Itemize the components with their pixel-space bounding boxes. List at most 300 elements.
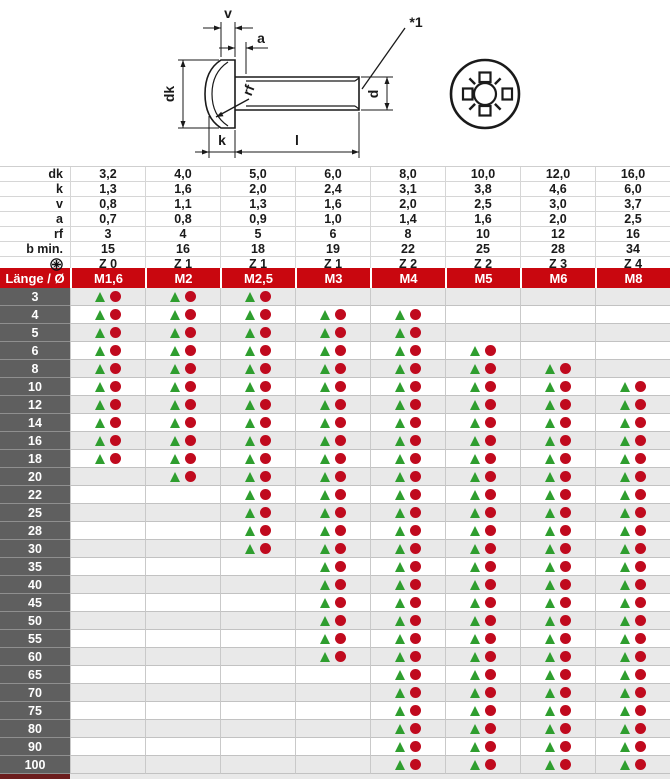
triangle-marker xyxy=(395,508,405,518)
spec-value-cell: 22 xyxy=(370,242,445,256)
availability-cell xyxy=(145,522,220,540)
circle-marker xyxy=(335,309,346,320)
column-header: M2 xyxy=(145,268,220,288)
availability-cell xyxy=(520,378,595,396)
availability-cell xyxy=(445,702,520,720)
table-row xyxy=(0,342,670,360)
circle-marker xyxy=(560,579,571,590)
triangle-marker xyxy=(395,760,405,770)
circle-marker xyxy=(110,363,121,374)
length-cell: 16 xyxy=(0,432,70,450)
availability-cell xyxy=(220,306,295,324)
circle-marker xyxy=(635,633,646,644)
column-header: M5 xyxy=(445,268,520,288)
table-row xyxy=(0,630,670,648)
availability-cell xyxy=(70,648,145,666)
availability-cell xyxy=(145,342,220,360)
availability-cell xyxy=(520,432,595,450)
circle-marker xyxy=(335,597,346,608)
availability-cell xyxy=(70,360,145,378)
circle-marker xyxy=(410,543,421,554)
availability-cell xyxy=(295,648,370,666)
triangle-marker xyxy=(620,382,630,392)
circle-marker xyxy=(185,471,196,482)
availability-cell xyxy=(145,360,220,378)
availability-cell xyxy=(445,414,520,432)
length-cell: 45 xyxy=(0,594,70,612)
spec-row xyxy=(0,197,670,212)
availability-cell xyxy=(70,720,145,738)
availability-cell xyxy=(295,396,370,414)
length-cell: 65 xyxy=(0,666,70,684)
availability-cell xyxy=(370,432,445,450)
availability-cell xyxy=(145,756,220,774)
availability-cell xyxy=(220,630,295,648)
circle-marker xyxy=(485,597,496,608)
triangle-marker xyxy=(470,598,480,608)
availability-cell xyxy=(220,576,295,594)
circle-marker xyxy=(635,489,646,500)
spec-value-cell: 1,3 xyxy=(70,182,145,196)
circle-marker xyxy=(335,471,346,482)
availability-cell xyxy=(295,738,370,756)
availability-cell xyxy=(370,756,445,774)
triangle-marker xyxy=(395,742,405,752)
triangle-marker xyxy=(95,328,105,338)
availability-cell xyxy=(520,666,595,684)
circle-marker xyxy=(185,399,196,410)
table-row xyxy=(0,666,670,684)
triangle-marker xyxy=(395,490,405,500)
availability-cell xyxy=(445,648,520,666)
availability-cell xyxy=(70,576,145,594)
triangle-marker xyxy=(245,526,255,536)
triangle-marker xyxy=(395,382,405,392)
triangle-marker xyxy=(320,598,330,608)
availability-cell xyxy=(370,630,445,648)
spec-value-cell: Z 2 xyxy=(370,257,445,271)
availability-cell xyxy=(295,324,370,342)
triangle-marker xyxy=(395,616,405,626)
availability-cell xyxy=(595,450,670,468)
length-cell: 3 xyxy=(0,288,70,306)
circle-marker xyxy=(335,525,346,536)
triangle-marker xyxy=(170,400,180,410)
spec-value-cell: 3,1 xyxy=(370,182,445,196)
circle-marker xyxy=(335,417,346,428)
footnote-label: *1 xyxy=(409,14,423,30)
availability-cell xyxy=(220,702,295,720)
table-row xyxy=(0,594,670,612)
availability-cell xyxy=(520,630,595,648)
availability-cell xyxy=(70,522,145,540)
availability-cell xyxy=(520,684,595,702)
circle-marker xyxy=(410,435,421,446)
triangle-marker xyxy=(395,346,405,356)
availability-cell xyxy=(70,486,145,504)
circle-marker xyxy=(560,723,571,734)
triangle-marker xyxy=(245,472,255,482)
circle-marker xyxy=(185,345,196,356)
availability-cell xyxy=(445,360,520,378)
spec-value-cell: 6,0 xyxy=(295,167,370,181)
availability-cell xyxy=(220,522,295,540)
availability-cell xyxy=(370,288,445,306)
table-row xyxy=(0,648,670,666)
circle-marker xyxy=(635,579,646,590)
availability-cell xyxy=(70,756,145,774)
availability-cell xyxy=(445,612,520,630)
availability-cell xyxy=(220,720,295,738)
circle-marker xyxy=(335,453,346,464)
circle-marker xyxy=(410,687,421,698)
table-row xyxy=(0,414,670,432)
availability-cell xyxy=(520,468,595,486)
circle-marker xyxy=(410,741,421,752)
triangle-marker xyxy=(170,454,180,464)
availability-cell xyxy=(70,324,145,342)
circle-marker xyxy=(335,615,346,626)
availability-cell xyxy=(70,504,145,522)
triangle-marker xyxy=(620,670,630,680)
spec-value-cell: 12,0 xyxy=(520,167,595,181)
triangle-marker xyxy=(395,418,405,428)
availability-cell xyxy=(295,756,370,774)
circle-marker xyxy=(635,723,646,734)
availability-cell xyxy=(595,540,670,558)
triangle-marker xyxy=(395,436,405,446)
circle-marker xyxy=(110,327,121,338)
triangle-marker xyxy=(395,598,405,608)
availability-cell xyxy=(295,360,370,378)
availability-cell xyxy=(70,342,145,360)
circle-marker xyxy=(335,381,346,392)
triangle-marker xyxy=(620,418,630,428)
circle-marker xyxy=(560,741,571,752)
circle-marker xyxy=(485,453,496,464)
availability-cell xyxy=(370,576,445,594)
circle-marker xyxy=(485,417,496,428)
circle-marker xyxy=(335,561,346,572)
circle-marker xyxy=(635,381,646,392)
availability-cell xyxy=(70,306,145,324)
triangle-marker xyxy=(395,688,405,698)
triangle-marker xyxy=(470,472,480,482)
availability-cell xyxy=(520,576,595,594)
triangle-marker xyxy=(170,382,180,392)
triangle-marker xyxy=(545,760,555,770)
triangle-marker xyxy=(320,328,330,338)
availability-cell xyxy=(145,486,220,504)
availability-cell xyxy=(295,558,370,576)
circle-marker xyxy=(335,345,346,356)
spec-table xyxy=(0,166,670,271)
spec-value-cell: 2,5 xyxy=(595,212,670,226)
spec-value-cell: 16 xyxy=(145,242,220,256)
length-cell: 60 xyxy=(0,648,70,666)
triangle-marker xyxy=(320,472,330,482)
availability-cell xyxy=(295,468,370,486)
column-header: M4 xyxy=(370,268,445,288)
circle-marker xyxy=(410,309,421,320)
spec-value-cell: 2,0 xyxy=(370,197,445,211)
circle-marker xyxy=(485,345,496,356)
circle-marker xyxy=(560,597,571,608)
availability-cell xyxy=(520,288,595,306)
availability-cell xyxy=(145,648,220,666)
circle-marker xyxy=(110,345,121,356)
triangle-marker xyxy=(470,418,480,428)
table-row xyxy=(0,576,670,594)
circle-marker xyxy=(410,381,421,392)
length-cell: 30 xyxy=(0,540,70,558)
length-cell: 5 xyxy=(0,324,70,342)
triangle-marker xyxy=(620,490,630,500)
length-cell: 55 xyxy=(0,630,70,648)
triangle-marker xyxy=(170,472,180,482)
availability-cell xyxy=(295,576,370,594)
spec-label: rf xyxy=(53,227,63,241)
availability-cell xyxy=(595,360,670,378)
circle-marker xyxy=(560,651,571,662)
triangle-marker xyxy=(95,418,105,428)
circle-marker xyxy=(560,525,571,536)
availability-cell xyxy=(295,720,370,738)
availability-cell xyxy=(220,504,295,522)
spec-value-cell: 4,0 xyxy=(145,167,220,181)
triangle-marker xyxy=(545,454,555,464)
circle-marker xyxy=(260,471,271,482)
spec-value-cell: 0,9 xyxy=(220,212,295,226)
circle-marker xyxy=(410,723,421,734)
triangle-marker xyxy=(620,616,630,626)
triangle-marker xyxy=(245,544,255,554)
circle-marker xyxy=(485,687,496,698)
triangle-marker xyxy=(470,490,480,500)
availability-cell xyxy=(220,450,295,468)
triangle-marker xyxy=(320,634,330,644)
availability-cell xyxy=(595,702,670,720)
triangle-marker xyxy=(620,652,630,662)
triangle-marker xyxy=(545,652,555,662)
availability-cell xyxy=(295,666,370,684)
spec-value-cell: 10,0 xyxy=(445,167,520,181)
circle-marker xyxy=(410,561,421,572)
triangle-marker xyxy=(545,400,555,410)
availability-cell xyxy=(520,414,595,432)
triangle-marker xyxy=(320,526,330,536)
spec-value-cell: 1,1 xyxy=(145,197,220,211)
availability-cell xyxy=(595,342,670,360)
availability-cell xyxy=(370,306,445,324)
circle-marker xyxy=(260,453,271,464)
circle-marker xyxy=(635,471,646,482)
spec-value-cell: 28 xyxy=(520,242,595,256)
triangle-marker xyxy=(395,400,405,410)
circle-marker xyxy=(335,633,346,644)
next-section-edge xyxy=(0,774,70,779)
triangle-marker xyxy=(620,454,630,464)
circle-marker xyxy=(485,741,496,752)
triangle-marker xyxy=(470,580,480,590)
availability-cell xyxy=(595,576,670,594)
triangle-marker xyxy=(245,346,255,356)
table-row xyxy=(0,504,670,522)
circle-marker xyxy=(485,561,496,572)
circle-marker xyxy=(185,381,196,392)
triangle-marker xyxy=(320,580,330,590)
circle-marker xyxy=(560,633,571,644)
availability-cell xyxy=(70,666,145,684)
table-row xyxy=(0,432,670,450)
triangle-marker xyxy=(245,508,255,518)
spec-value-cell: 1,0 xyxy=(295,212,370,226)
circle-marker xyxy=(485,759,496,770)
spec-row xyxy=(0,182,670,197)
availability-cell xyxy=(295,684,370,702)
triangle-marker xyxy=(620,760,630,770)
availability-cell xyxy=(520,702,595,720)
triangle-marker xyxy=(320,562,330,572)
availability-cell xyxy=(145,594,220,612)
availability-cell xyxy=(520,396,595,414)
triangle-marker xyxy=(320,310,330,320)
triangle-marker xyxy=(245,364,255,374)
circle-marker xyxy=(485,543,496,554)
triangle-marker xyxy=(320,508,330,518)
circle-marker xyxy=(635,561,646,572)
availability-cell xyxy=(145,450,220,468)
spec-value-cell: Z 3 xyxy=(520,257,595,271)
availability-cell xyxy=(370,450,445,468)
availability-cell xyxy=(145,738,220,756)
triangle-marker xyxy=(545,634,555,644)
triangle-marker xyxy=(320,490,330,500)
availability-cell xyxy=(70,378,145,396)
triangle-marker xyxy=(395,706,405,716)
circle-marker xyxy=(110,417,121,428)
spec-value-cell: 3,0 xyxy=(520,197,595,211)
availability-cell xyxy=(370,738,445,756)
circle-marker xyxy=(260,507,271,518)
availability-cell xyxy=(445,684,520,702)
triangle-marker xyxy=(95,382,105,392)
circle-marker xyxy=(560,669,571,680)
circle-marker xyxy=(335,327,346,338)
spec-value-cell: 0,7 xyxy=(70,212,145,226)
bottom-strip xyxy=(0,774,670,779)
triangle-marker xyxy=(470,760,480,770)
length-cell: 6 xyxy=(0,342,70,360)
triangle-marker xyxy=(245,454,255,464)
availability-cell xyxy=(520,486,595,504)
availability-cell xyxy=(220,468,295,486)
spec-label: a xyxy=(56,212,63,226)
triangle-marker xyxy=(395,328,405,338)
triangle-marker xyxy=(320,418,330,428)
spec-value-cell: 2,0 xyxy=(520,212,595,226)
circle-marker xyxy=(485,507,496,518)
spec-value-cell: 4 xyxy=(145,227,220,241)
triangle-marker xyxy=(620,544,630,554)
triangle-marker xyxy=(620,634,630,644)
availability-cell xyxy=(220,666,295,684)
availability-cell xyxy=(145,468,220,486)
availability-cell xyxy=(145,558,220,576)
column-header: M6 xyxy=(520,268,595,288)
availability-cell xyxy=(595,288,670,306)
circle-marker xyxy=(185,363,196,374)
circle-marker xyxy=(185,309,196,320)
availability-cell xyxy=(145,432,220,450)
triangle-marker xyxy=(320,652,330,662)
triangle-marker xyxy=(470,562,480,572)
availability-cell xyxy=(445,558,520,576)
table-row xyxy=(0,720,670,738)
availability-cell xyxy=(370,360,445,378)
length-cell: 12 xyxy=(0,396,70,414)
availability-cell xyxy=(370,540,445,558)
availability-cell xyxy=(145,540,220,558)
triangle-marker xyxy=(470,436,480,446)
column-header: M1,6 xyxy=(70,268,145,288)
triangle-marker xyxy=(245,310,255,320)
table-row xyxy=(0,306,670,324)
circle-marker xyxy=(410,453,421,464)
table-row xyxy=(0,612,670,630)
availability-cell xyxy=(295,288,370,306)
availability-cell xyxy=(370,720,445,738)
triangle-marker xyxy=(470,544,480,554)
availability-cell xyxy=(145,378,220,396)
table-row xyxy=(0,702,670,720)
availability-cell xyxy=(70,594,145,612)
availability-cell xyxy=(295,522,370,540)
spec-value-cell: 18 xyxy=(220,242,295,256)
circle-marker xyxy=(335,489,346,500)
spec-value-cell: Z 1 xyxy=(145,257,220,271)
availability-cell xyxy=(595,648,670,666)
triangle-marker xyxy=(545,724,555,734)
circle-marker xyxy=(560,615,571,626)
triangle-marker xyxy=(395,310,405,320)
triangle-marker xyxy=(620,706,630,716)
spec-value-cell: 3,8 xyxy=(445,182,520,196)
triangle-marker xyxy=(470,616,480,626)
availability-cell xyxy=(220,288,295,306)
spec-row xyxy=(0,242,670,257)
availability-cell xyxy=(445,306,520,324)
circle-marker xyxy=(560,543,571,554)
circle-marker xyxy=(560,759,571,770)
spec-value-cell: 16 xyxy=(595,227,670,241)
availability-cell xyxy=(295,612,370,630)
circle-marker xyxy=(335,579,346,590)
triangle-marker xyxy=(320,544,330,554)
length-cell: 22 xyxy=(0,486,70,504)
triangle-marker xyxy=(545,688,555,698)
availability-cell xyxy=(595,396,670,414)
availability-cell xyxy=(220,396,295,414)
availability-cell xyxy=(595,684,670,702)
availability-cell xyxy=(370,558,445,576)
availability-cell xyxy=(370,522,445,540)
circle-marker xyxy=(635,759,646,770)
availability-cell xyxy=(445,630,520,648)
spec-label: k xyxy=(56,182,63,196)
spec-value-cell: 3,2 xyxy=(70,167,145,181)
spec-value-cell: 1,6 xyxy=(295,197,370,211)
